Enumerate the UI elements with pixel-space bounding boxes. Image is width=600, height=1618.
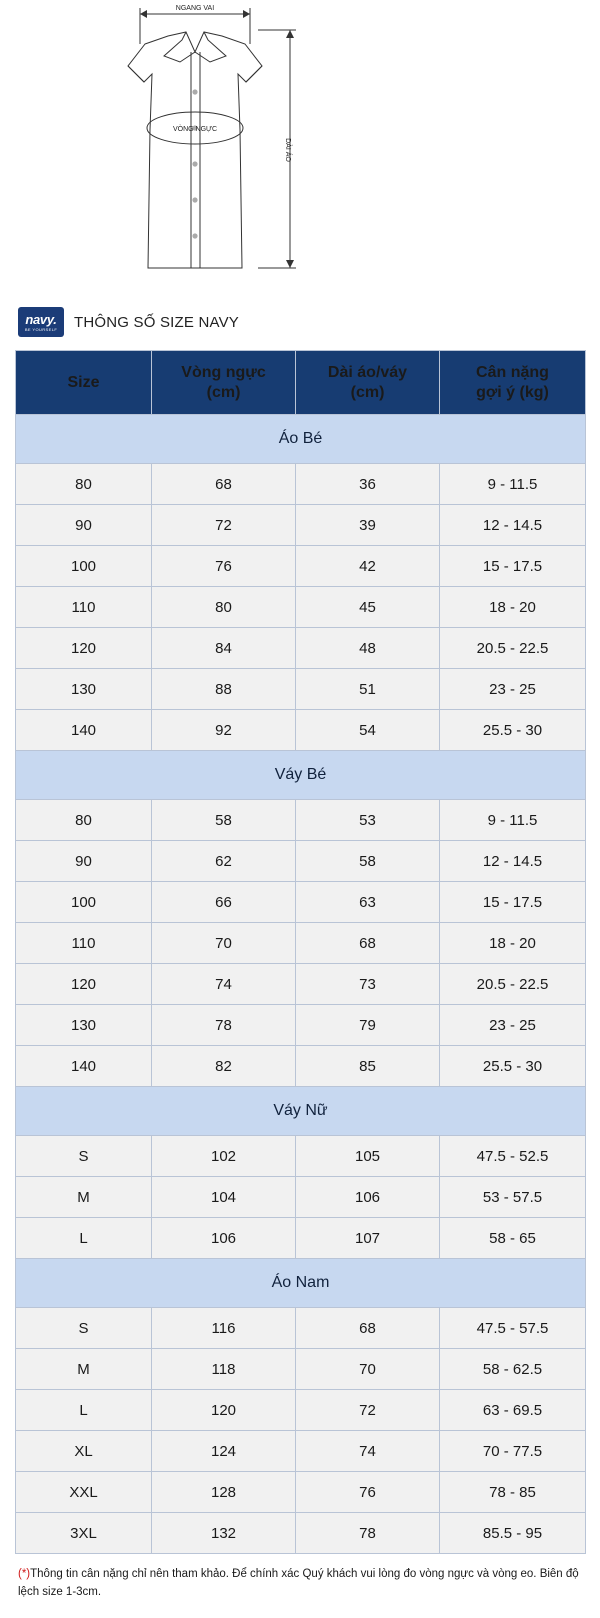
group-label: Áo Bé xyxy=(16,415,586,464)
cell-length: 105 xyxy=(296,1136,440,1177)
cell-length: 72 xyxy=(296,1390,440,1431)
cell-weight: 9 - 11.5 xyxy=(440,464,586,505)
cell-weight: 12 - 14.5 xyxy=(440,505,586,546)
cell-chest: 102 xyxy=(152,1136,296,1177)
cell-size: XXL xyxy=(16,1472,152,1513)
cell-size: 110 xyxy=(16,923,152,964)
cell-weight: 15 - 17.5 xyxy=(440,546,586,587)
col-header-chest xyxy=(152,351,296,415)
cell-size: 130 xyxy=(16,669,152,710)
table-row xyxy=(16,1005,586,1046)
table-row xyxy=(16,1349,586,1390)
cell-length: 45 xyxy=(296,587,440,628)
cell-size: M xyxy=(16,1177,152,1218)
cell-weight: 15 - 17.5 xyxy=(440,882,586,923)
cell-chest: 92 xyxy=(152,710,296,751)
cell-chest: 116 xyxy=(152,1308,296,1349)
cell-length: 107 xyxy=(296,1218,440,1259)
cell-chest: 106 xyxy=(152,1218,296,1259)
size-table xyxy=(15,350,586,1554)
label-body-length: DÀI ÁO xyxy=(284,138,291,162)
table-body xyxy=(16,415,586,1554)
label-chest: VÒNG NGỰC xyxy=(172,126,218,133)
cell-chest: 80 xyxy=(152,587,296,628)
cell-chest: 70 xyxy=(152,923,296,964)
cell-weight: 53 - 57.5 xyxy=(440,1177,586,1218)
cell-chest: 68 xyxy=(152,464,296,505)
cell-chest: 120 xyxy=(152,1390,296,1431)
cell-size: L xyxy=(16,1390,152,1431)
cell-length: 39 xyxy=(296,505,440,546)
cell-length: 54 xyxy=(296,710,440,751)
cell-chest: 74 xyxy=(152,964,296,1005)
table-row xyxy=(16,1472,586,1513)
table-row xyxy=(16,1046,586,1087)
cell-chest: 66 xyxy=(152,882,296,923)
table-row xyxy=(16,1218,586,1259)
table-row xyxy=(16,464,586,505)
cell-length: 42 xyxy=(296,546,440,587)
cell-weight: 47.5 - 52.5 xyxy=(440,1136,586,1177)
col-header-weight-line2: gợi ý (kg) xyxy=(476,383,549,401)
cell-length: 78 xyxy=(296,1513,440,1554)
table-row xyxy=(16,587,586,628)
table-row xyxy=(16,505,586,546)
col-header-length-line1: Dài áo/váy xyxy=(327,363,408,381)
cell-weight: 25.5 - 30 xyxy=(440,710,586,751)
logo-wordmark: navy. xyxy=(25,311,57,327)
cell-length: 70 xyxy=(296,1349,440,1390)
cell-weight: 23 - 25 xyxy=(440,1005,586,1046)
cell-weight: 23 - 25 xyxy=(440,669,586,710)
brand-header xyxy=(0,300,600,344)
cell-chest: 78 xyxy=(152,1005,296,1046)
col-header-chest-line1: Vòng ngực xyxy=(181,363,266,381)
col-header-size-line1: Size xyxy=(67,373,100,391)
table-row xyxy=(16,1177,586,1218)
cell-length: 68 xyxy=(296,1308,440,1349)
cell-size: 90 xyxy=(16,505,152,546)
cell-weight: 70 - 77.5 xyxy=(440,1431,586,1472)
cell-length: 63 xyxy=(296,882,440,923)
cell-length: 58 xyxy=(296,841,440,882)
cell-chest: 88 xyxy=(152,669,296,710)
cell-weight: 18 - 20 xyxy=(440,587,586,628)
cell-weight: 63 - 69.5 xyxy=(440,1390,586,1431)
table-row xyxy=(16,882,586,923)
cell-size: L xyxy=(16,1218,152,1259)
cell-weight: 58 - 62.5 xyxy=(440,1349,586,1390)
table-row xyxy=(16,710,586,751)
table-row xyxy=(16,1136,586,1177)
cell-length: 85 xyxy=(296,1046,440,1087)
col-header-weight xyxy=(440,351,586,415)
shirt-diagram-svg xyxy=(90,0,510,300)
cell-chest: 84 xyxy=(152,628,296,669)
cell-weight: 12 - 14.5 xyxy=(440,841,586,882)
cell-chest: 128 xyxy=(152,1472,296,1513)
cell-length: 74 xyxy=(296,1431,440,1472)
cell-chest: 124 xyxy=(152,1431,296,1472)
col-header-length-line2: (cm) xyxy=(350,383,385,401)
table-row xyxy=(16,1431,586,1472)
table-head xyxy=(16,351,586,415)
cell-chest: 58 xyxy=(152,800,296,841)
table-row xyxy=(16,923,586,964)
cell-chest: 76 xyxy=(152,546,296,587)
group-label: Váy Bé xyxy=(16,751,586,800)
table-row xyxy=(16,628,586,669)
col-header-length xyxy=(296,351,440,415)
table-row xyxy=(16,1390,586,1431)
table-row xyxy=(16,1513,586,1554)
table-row xyxy=(16,964,586,1005)
cell-size: 80 xyxy=(16,464,152,505)
cell-length: 76 xyxy=(296,1472,440,1513)
cell-size: 3XL xyxy=(16,1513,152,1554)
cell-weight: 20.5 - 22.5 xyxy=(440,628,586,669)
table-row xyxy=(16,841,586,882)
table-row xyxy=(16,546,586,587)
cell-size: 140 xyxy=(16,1046,152,1087)
group-row xyxy=(16,1259,586,1308)
cell-chest: 132 xyxy=(152,1513,296,1554)
cell-weight: 47.5 - 57.5 xyxy=(440,1308,586,1349)
cell-size: 130 xyxy=(16,1005,152,1046)
shirt-measurement-illustration xyxy=(0,0,600,300)
cell-chest: 62 xyxy=(152,841,296,882)
cell-chest: 72 xyxy=(152,505,296,546)
cell-size: 100 xyxy=(16,882,152,923)
col-header-weight-line1: Cân nặng xyxy=(476,363,549,381)
cell-weight: 9 - 11.5 xyxy=(440,800,586,841)
group-row xyxy=(16,751,586,800)
cell-length: 36 xyxy=(296,464,440,505)
cell-length: 68 xyxy=(296,923,440,964)
group-row xyxy=(16,415,586,464)
footnote-text: Thông tin cân nặng chỉ nên tham khảo. Để chính xác Quý khách vui lòng đo vòng ngực và vòng eo. Biên độ lệch size 1-3cm. xyxy=(18,1568,579,1598)
cell-size: S xyxy=(16,1308,152,1349)
cell-length: 51 xyxy=(296,669,440,710)
cell-size: 90 xyxy=(16,841,152,882)
cell-length: 106 xyxy=(296,1177,440,1218)
cell-weight: 18 - 20 xyxy=(440,923,586,964)
cell-size: 120 xyxy=(16,628,152,669)
table-row xyxy=(16,1308,586,1349)
cell-chest: 118 xyxy=(152,1349,296,1390)
label-shoulder-width: NGANG VAI xyxy=(175,5,215,12)
cell-size: S xyxy=(16,1136,152,1177)
cell-weight: 58 - 65 xyxy=(440,1218,586,1259)
logo-tagline: BE YOURSELF xyxy=(24,326,58,332)
group-label: Áo Nam xyxy=(16,1259,586,1308)
cell-length: 53 xyxy=(296,800,440,841)
cell-weight: 78 - 85 xyxy=(440,1472,586,1513)
cell-weight: 85.5 - 95 xyxy=(440,1513,586,1554)
cell-size: 110 xyxy=(16,587,152,628)
cell-size: 80 xyxy=(16,800,152,841)
cell-length: 73 xyxy=(296,964,440,1005)
table-header-row xyxy=(16,351,586,415)
cell-weight: 20.5 - 22.5 xyxy=(440,964,586,1005)
group-label: Váy Nữ xyxy=(16,1087,586,1136)
group-row xyxy=(16,1087,586,1136)
cell-size: 120 xyxy=(16,964,152,1005)
cell-chest: 104 xyxy=(152,1177,296,1218)
footnote-asterisk: (*) xyxy=(18,1568,31,1580)
cell-chest: 82 xyxy=(152,1046,296,1087)
navy-logo xyxy=(18,307,64,337)
page-title: THÔNG SỐ SIZE NAVY xyxy=(74,313,240,331)
cell-size: 100 xyxy=(16,546,152,587)
footnote xyxy=(0,1554,600,1618)
col-header-chest-line2: (cm) xyxy=(206,383,241,401)
cell-size: 140 xyxy=(16,710,152,751)
cell-size: M xyxy=(16,1349,152,1390)
col-header-size xyxy=(16,351,152,415)
size-table-wrap xyxy=(0,344,600,1554)
cell-weight: 25.5 - 30 xyxy=(440,1046,586,1087)
cell-length: 79 xyxy=(296,1005,440,1046)
cell-size: XL xyxy=(16,1431,152,1472)
table-row xyxy=(16,800,586,841)
cell-length: 48 xyxy=(296,628,440,669)
table-row xyxy=(16,669,586,710)
